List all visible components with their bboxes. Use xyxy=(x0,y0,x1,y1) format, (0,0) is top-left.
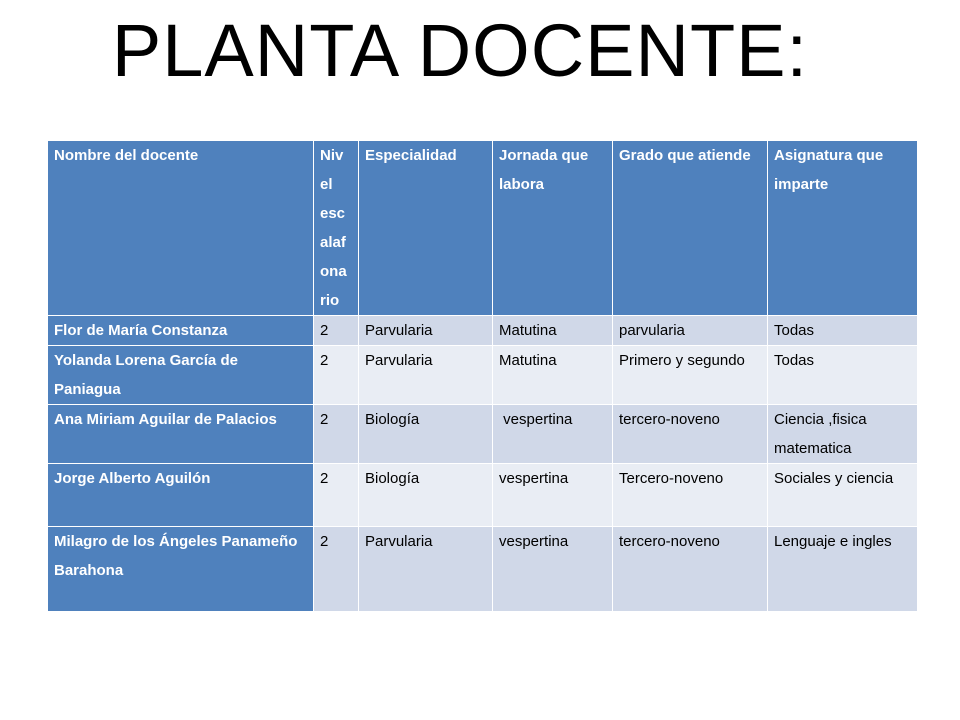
cell-asignatura: Lenguaje e ingles xyxy=(768,527,918,612)
header-nombre: Nombre del docente xyxy=(48,141,314,316)
cell-especialidad: Parvularia xyxy=(359,316,493,346)
cell-jornada: vespertina xyxy=(493,405,613,464)
cell-especialidad: Biología xyxy=(359,405,493,464)
header-jornada: Jornada que labora xyxy=(493,141,613,316)
cell-nivel: 2 xyxy=(314,405,359,464)
cell-nombre: Ana Miriam Aguilar de Palacios xyxy=(48,405,314,464)
header-especialidad: Especialidad xyxy=(359,141,493,316)
cell-nombre: Flor de María Constanza xyxy=(48,316,314,346)
cell-especialidad: Parvularia xyxy=(359,527,493,612)
header-nivel-line: ona xyxy=(320,263,347,280)
cell-grado: tercero-noveno xyxy=(613,527,768,612)
cell-especialidad: Biología xyxy=(359,464,493,527)
cell-asignatura: Todas xyxy=(768,346,918,405)
cell-nivel: 2 xyxy=(314,346,359,405)
cell-asignatura: Todas xyxy=(768,316,918,346)
header-nivel-line: esc xyxy=(320,205,346,222)
cell-grado: tercero-noveno xyxy=(613,405,768,464)
header-asignatura: Asignatura que imparte xyxy=(768,141,918,316)
table-row xyxy=(48,464,918,527)
cell-nivel: 2 xyxy=(314,527,359,612)
cell-jornada: vespertina xyxy=(493,464,613,527)
table-row xyxy=(48,316,918,346)
cell-nombre: Yolanda Lorena García de Paniagua xyxy=(48,346,314,405)
table-row xyxy=(48,346,918,405)
cell-jornada: Matutina xyxy=(493,346,613,405)
header-nivel-line: Niv xyxy=(320,147,344,164)
cell-jornada: Matutina xyxy=(493,316,613,346)
header-nivel xyxy=(314,141,359,316)
table-row xyxy=(48,527,918,612)
cell-grado: Tercero-noveno xyxy=(613,464,768,527)
cell-especialidad: Parvularia xyxy=(359,346,493,405)
header-grado: Grado que atiende xyxy=(613,141,768,316)
cell-grado: parvularia xyxy=(613,316,768,346)
cell-asignatura: Sociales y ciencia xyxy=(768,464,918,527)
cell-nombre: Jorge Alberto Aguilón xyxy=(48,464,314,527)
teacher-table xyxy=(47,140,918,612)
header-nivel-line: alaf xyxy=(320,234,346,251)
header-nivel-line: rio xyxy=(320,292,340,309)
cell-nivel: 2 xyxy=(314,316,359,346)
slide-title: PLANTA DOCENTE: xyxy=(111,9,809,92)
table-header-row xyxy=(48,141,918,316)
header-nivel-line: el xyxy=(320,176,333,193)
cell-grado: Primero y segundo xyxy=(613,346,768,405)
table-row xyxy=(48,405,918,464)
cell-nombre: Milagro de los Ángeles Panameño Barahona xyxy=(48,527,314,612)
cell-asignatura: Ciencia ,fisica matematica xyxy=(768,405,918,464)
cell-nivel: 2 xyxy=(314,464,359,527)
cell-jornada: vespertina xyxy=(493,527,613,612)
